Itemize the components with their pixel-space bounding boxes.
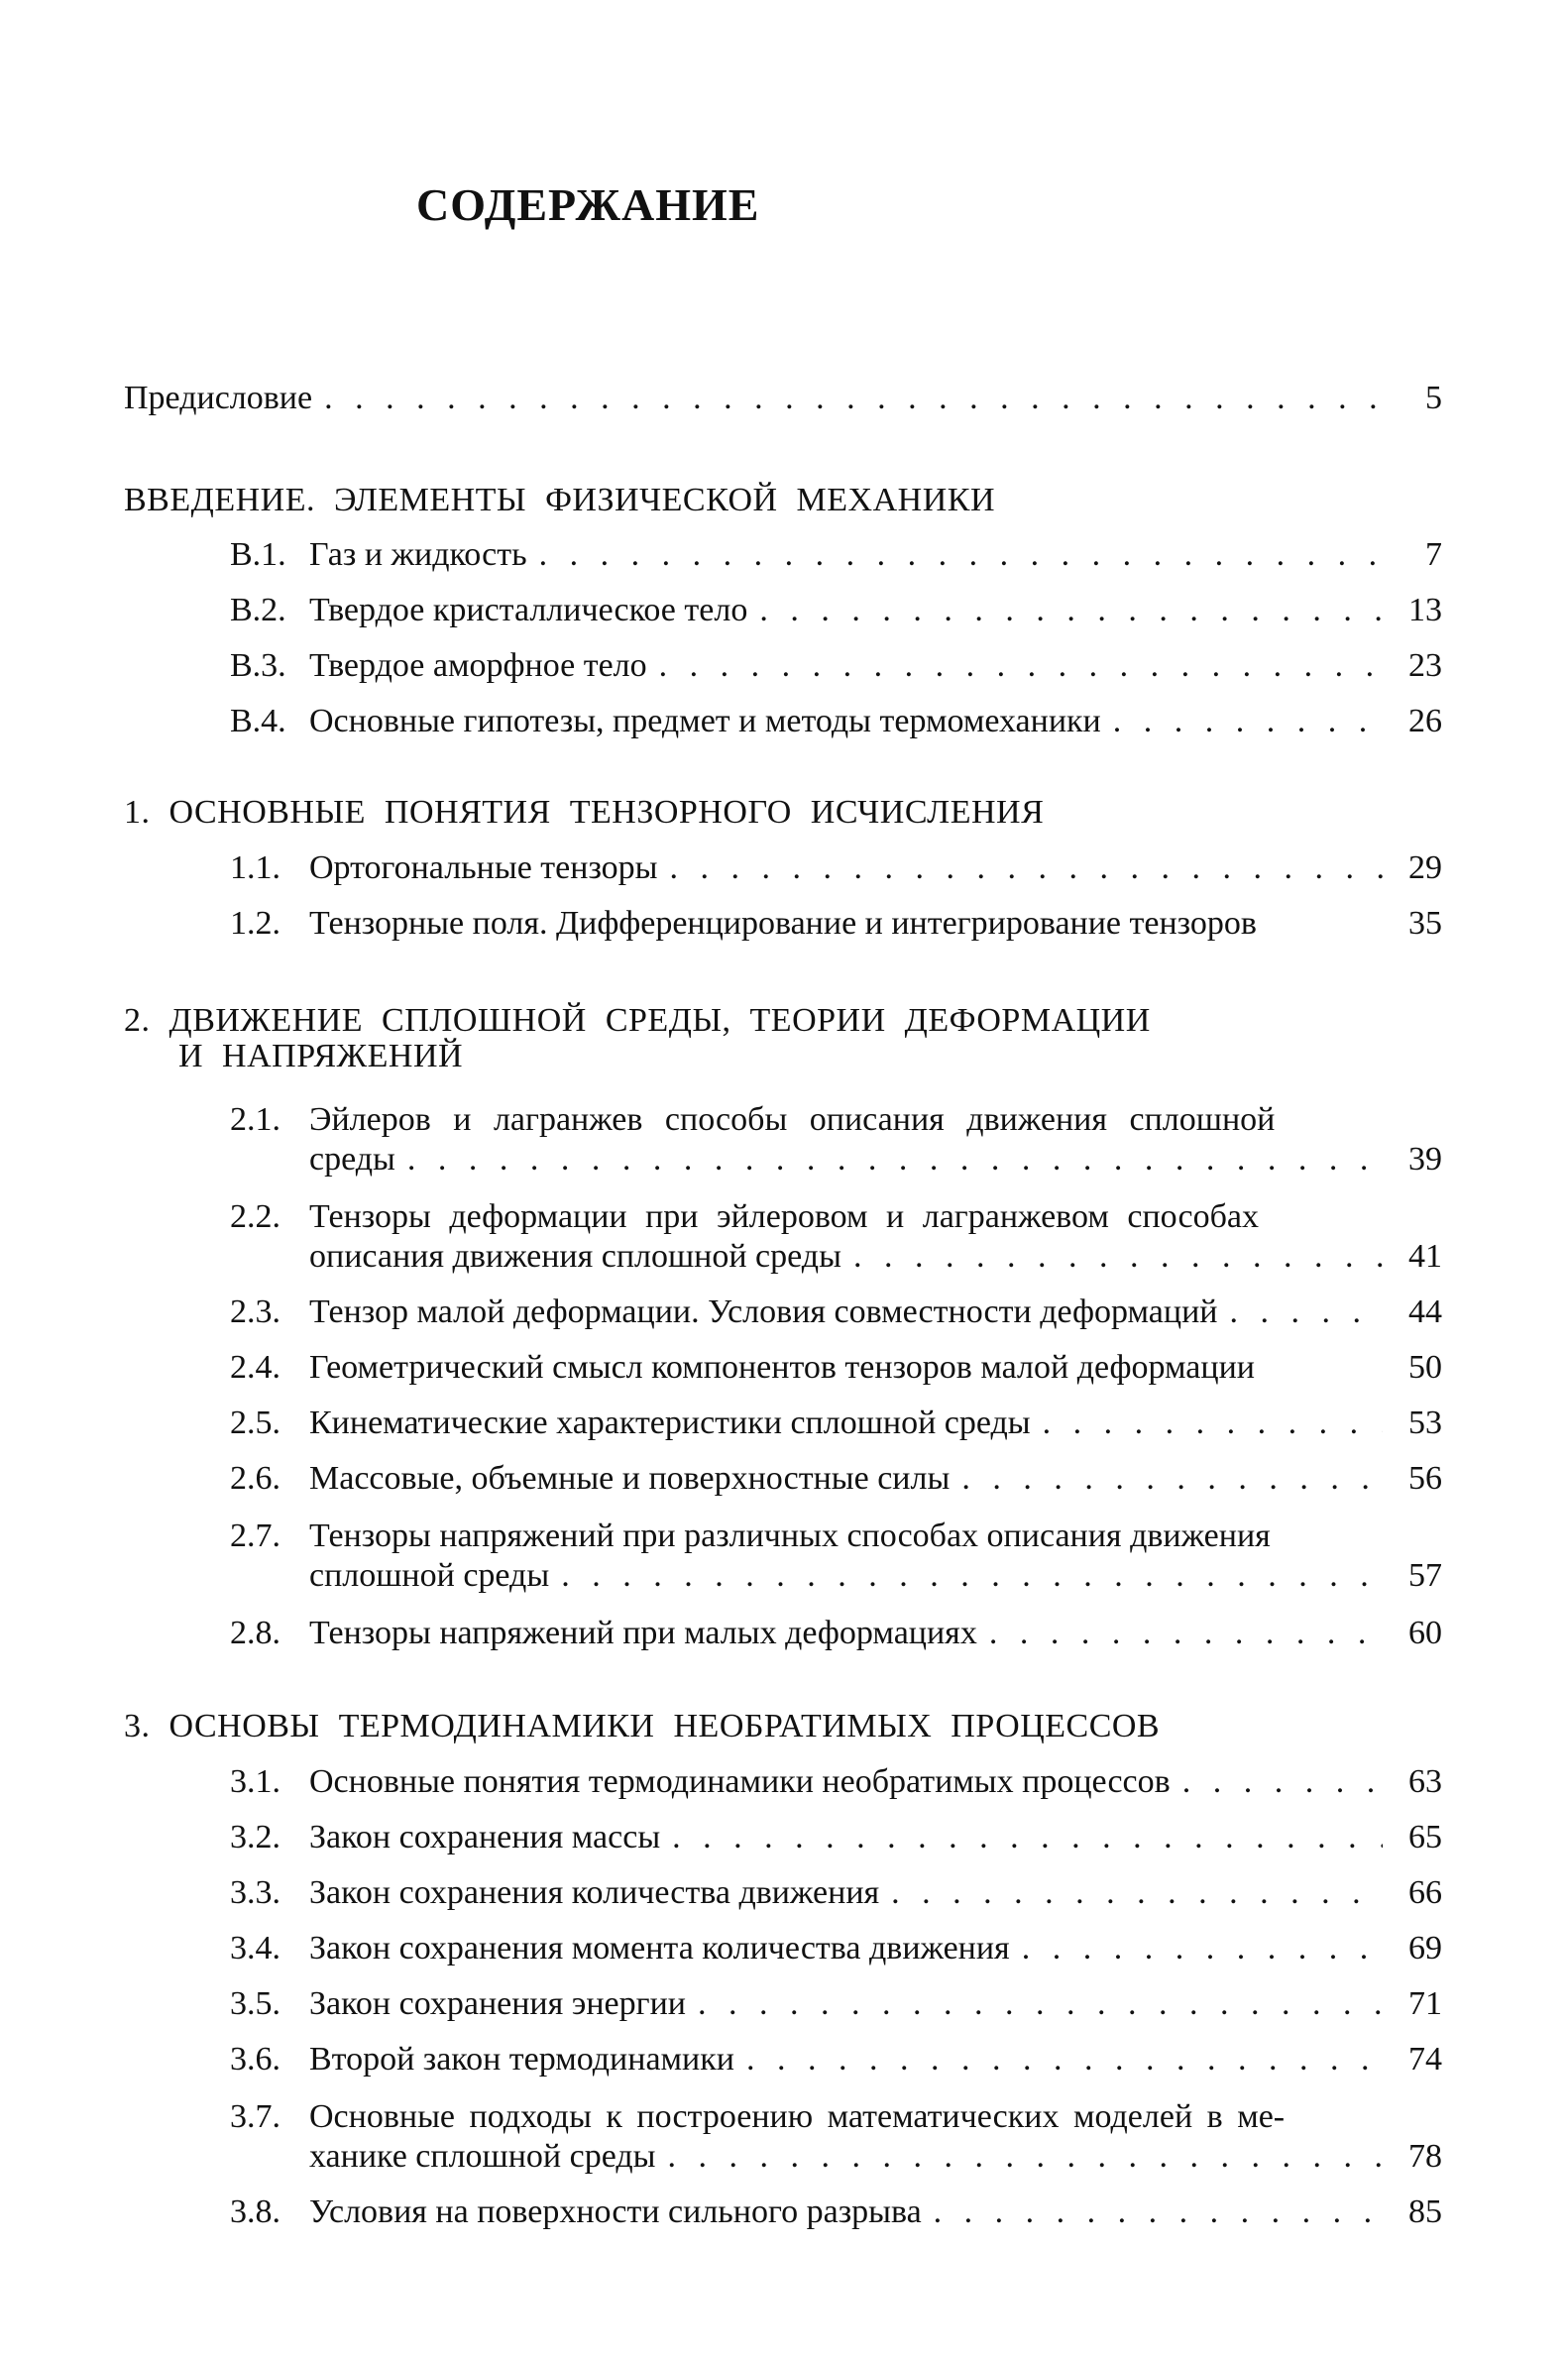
section-number: 2.2. (230, 1198, 280, 1235)
toc-entry-preface[interactable] (124, 379, 1442, 418)
toc-entry[interactable] (230, 2040, 1442, 2079)
dot-leader (1182, 1762, 1383, 1802)
dot-leader (1229, 1292, 1383, 1332)
toc-entry-label: Основные гипотезы, предмет и методы термомеханики (309, 703, 1101, 739)
dot-leader (746, 2040, 1383, 2079)
section-number: 2.1. (230, 1101, 280, 1138)
chapter-heading-1: 1. ОСНОВНЫЕ ПОНЯТИЯ ТЕНЗОРНОГО ИСЧИСЛЕНИЯ (124, 794, 1045, 831)
dot-leader (989, 1614, 1383, 1653)
dot-leader (853, 1237, 1383, 1277)
dot-leader (891, 1873, 1383, 1913)
toc-entry[interactable] (230, 1459, 1442, 1499)
page-title: СОДЕРЖАНИЕ (416, 179, 760, 230)
section-number: 3.4. (230, 1930, 280, 1967)
toc-entry-label: Твердое аморфное тело (309, 647, 647, 684)
dot-leader (561, 1556, 1383, 1596)
dot-leader (659, 646, 1383, 686)
section-number: 1.1. (230, 849, 280, 886)
section-number: 3.2. (230, 1819, 280, 1855)
dot-leader (670, 848, 1383, 888)
dot-leader (1043, 1404, 1383, 1443)
dot-leader (672, 1818, 1383, 1857)
toc-entry-label: Основные подходы к построению математических моделей в ме- (309, 2098, 1286, 2135)
toc-entry[interactable] (230, 535, 1442, 575)
chapter-heading-3: 3. ОСНОВЫ ТЕРМОДИНАМИКИ НЕОБРАТИМЫХ ПРОЦЕССОВ (124, 1708, 1161, 1744)
section-number: 3.8. (230, 2193, 280, 2230)
toc-page-number: 53 (1408, 1405, 1442, 1441)
section-number: 2.5. (230, 1405, 280, 1441)
toc-page-number: 65 (1408, 1819, 1442, 1855)
toc-entry[interactable] (230, 1292, 1442, 1332)
toc-entry-label: Твердое кристаллическое тело (309, 592, 748, 628)
toc-entry-label: Условия на поверхности сильного разрыва (309, 2193, 922, 2230)
toc-entry[interactable] (230, 1762, 1442, 1802)
section-number: 3.6. (230, 2041, 280, 2078)
toc-page-number: 39 (1408, 1141, 1442, 1178)
section-number: 2.4. (230, 1349, 280, 1386)
dot-leader (668, 2137, 1384, 2177)
dot-leader (407, 1140, 1383, 1180)
section-number: В.3. (230, 647, 286, 684)
toc-entry[interactable] (230, 646, 1442, 686)
section-number: 1.2. (230, 905, 280, 942)
section-number: 2.3. (230, 1293, 280, 1330)
toc-entry-label: ханике сплошной среды (309, 2138, 656, 2175)
section-number: 3.1. (230, 1763, 280, 1800)
section-number: В.1. (230, 536, 286, 573)
toc-entry-label: Тензоры напряжений при малых деформациях (309, 1615, 977, 1651)
toc-entry-continuation[interactable] (309, 1237, 1442, 1277)
section-number: В.2. (230, 592, 286, 628)
toc-page-number: 29 (1408, 849, 1442, 886)
toc-entry-label: Закон сохранения количества движения (309, 1874, 880, 1911)
toc-page-number: 74 (1408, 2041, 1442, 2078)
toc-page-number: 5 (1425, 380, 1442, 416)
toc-entry-label: Предисловие (124, 380, 313, 416)
toc-entry-multiline[interactable] (230, 2097, 1442, 2137)
section-number: 3.7. (230, 2098, 280, 2135)
toc-entry[interactable] (230, 1818, 1442, 1857)
toc-page-number: 35 (1408, 905, 1442, 942)
toc-page-number: 56 (1408, 1460, 1442, 1497)
toc-entry[interactable] (230, 1348, 1442, 1388)
dot-leader (934, 2192, 1383, 2232)
dot-leader (324, 379, 1383, 418)
section-number: 2.6. (230, 1460, 280, 1497)
section-number: В.4. (230, 703, 286, 739)
toc-page-number: 57 (1408, 1557, 1442, 1594)
toc-entry[interactable] (230, 848, 1442, 888)
toc-entry-label: Основные понятия термодинамики необратимых процессов (309, 1763, 1171, 1800)
dot-leader (539, 535, 1383, 575)
toc-entry-label: сплошной среды (309, 1557, 550, 1594)
dot-leader (698, 1984, 1383, 2024)
dot-leader (759, 591, 1383, 630)
toc-entry-label: Тензорные поля. Дифференцирование и интегрирование тензоров (309, 905, 1257, 942)
toc-entry-continuation[interactable] (309, 1556, 1442, 1596)
toc-page-number: 50 (1408, 1349, 1442, 1386)
toc-entry[interactable] (230, 702, 1442, 741)
toc-page-number: 63 (1408, 1763, 1442, 1800)
section-number: 2.7. (230, 1517, 280, 1554)
toc-page-number: 71 (1408, 1985, 1442, 2022)
toc-entry-label: Закон сохранения массы (309, 1819, 661, 1855)
toc-page-number: 66 (1408, 1874, 1442, 1911)
toc-entry-label: Тензор малой деформации. Условия совместности деформаций (309, 1293, 1218, 1330)
chapter-heading-2-cont: И НАПРЯЖЕНИЙ (178, 1038, 464, 1074)
toc-entry-label: среды (309, 1141, 395, 1178)
toc-entry[interactable] (230, 1929, 1442, 1968)
toc-entry[interactable] (230, 2192, 1442, 2232)
toc-entry[interactable] (230, 591, 1442, 630)
toc-entry-label: Тензоры напряжений при различных способах описания движения (309, 1517, 1271, 1554)
toc-entry-label: Геометрический смысл компонентов тензоров малой деформации (309, 1349, 1255, 1386)
chapter-heading-intro: ВВЕДЕНИЕ. ЭЛЕМЕНТЫ ФИЗИЧЕСКОЙ МЕХАНИКИ (124, 482, 995, 518)
toc-entry[interactable] (230, 1873, 1442, 1913)
section-number: 2.8. (230, 1615, 280, 1651)
toc-page-number: 23 (1408, 647, 1442, 684)
toc-entry-label: Газ и жидкость (309, 536, 527, 573)
toc-page-number: 7 (1425, 536, 1442, 573)
toc-entry-continuation[interactable] (309, 2137, 1442, 2177)
toc-page-number: 44 (1408, 1293, 1442, 1330)
toc-entry-label: Второй закон термодинамики (309, 2041, 734, 2078)
toc-entry-label: Массовые, объемные и поверхностные силы (309, 1460, 951, 1497)
toc-entry[interactable] (230, 1984, 1442, 2024)
toc-entry-label: Тензоры деформации при эйлеровом и лагранжевом способах (309, 1198, 1259, 1235)
toc-entry-label: Эйлеров и лагранжев способы описания движения сплошной (309, 1101, 1276, 1138)
toc-page-number: 69 (1408, 1930, 1442, 1967)
toc-entry-multiline[interactable] (230, 1197, 1442, 1237)
dot-leader (961, 1459, 1383, 1499)
section-number: 3.5. (230, 1985, 280, 2022)
toc-entry[interactable] (230, 1614, 1442, 1653)
toc-page-number: 26 (1408, 703, 1442, 739)
dot-leader (1113, 702, 1383, 741)
toc-entry-label: Закон сохранения энергии (309, 1985, 686, 2022)
toc-entry-label: Ортогональные тензоры (309, 849, 658, 886)
toc-page-number: 78 (1408, 2138, 1442, 2175)
toc-entry[interactable] (230, 904, 1442, 944)
dot-leader (1022, 1929, 1383, 1968)
toc-entry-continuation[interactable] (309, 1140, 1442, 1180)
toc-page-number: 85 (1408, 2193, 1442, 2230)
toc-entry[interactable] (230, 1404, 1442, 1443)
toc-page-number: 41 (1408, 1238, 1442, 1275)
toc-entry-multiline[interactable] (230, 1517, 1442, 1556)
toc-entry-label: Кинематические характеристики сплошной среды (309, 1405, 1031, 1441)
toc-page-number: 60 (1408, 1615, 1442, 1651)
toc-page-number: 13 (1408, 592, 1442, 628)
toc-entry-label: описания движения сплошной среды (309, 1238, 841, 1275)
toc-entry-multiline[interactable] (230, 1100, 1442, 1140)
toc-entry-label: Закон сохранения момента количества движения (309, 1930, 1010, 1967)
section-number: 3.3. (230, 1874, 280, 1911)
chapter-heading-2: 2. ДВИЖЕНИЕ СПЛОШНОЙ СРЕДЫ, ТЕОРИИ ДЕФОРМАЦИИ (124, 1002, 1151, 1039)
